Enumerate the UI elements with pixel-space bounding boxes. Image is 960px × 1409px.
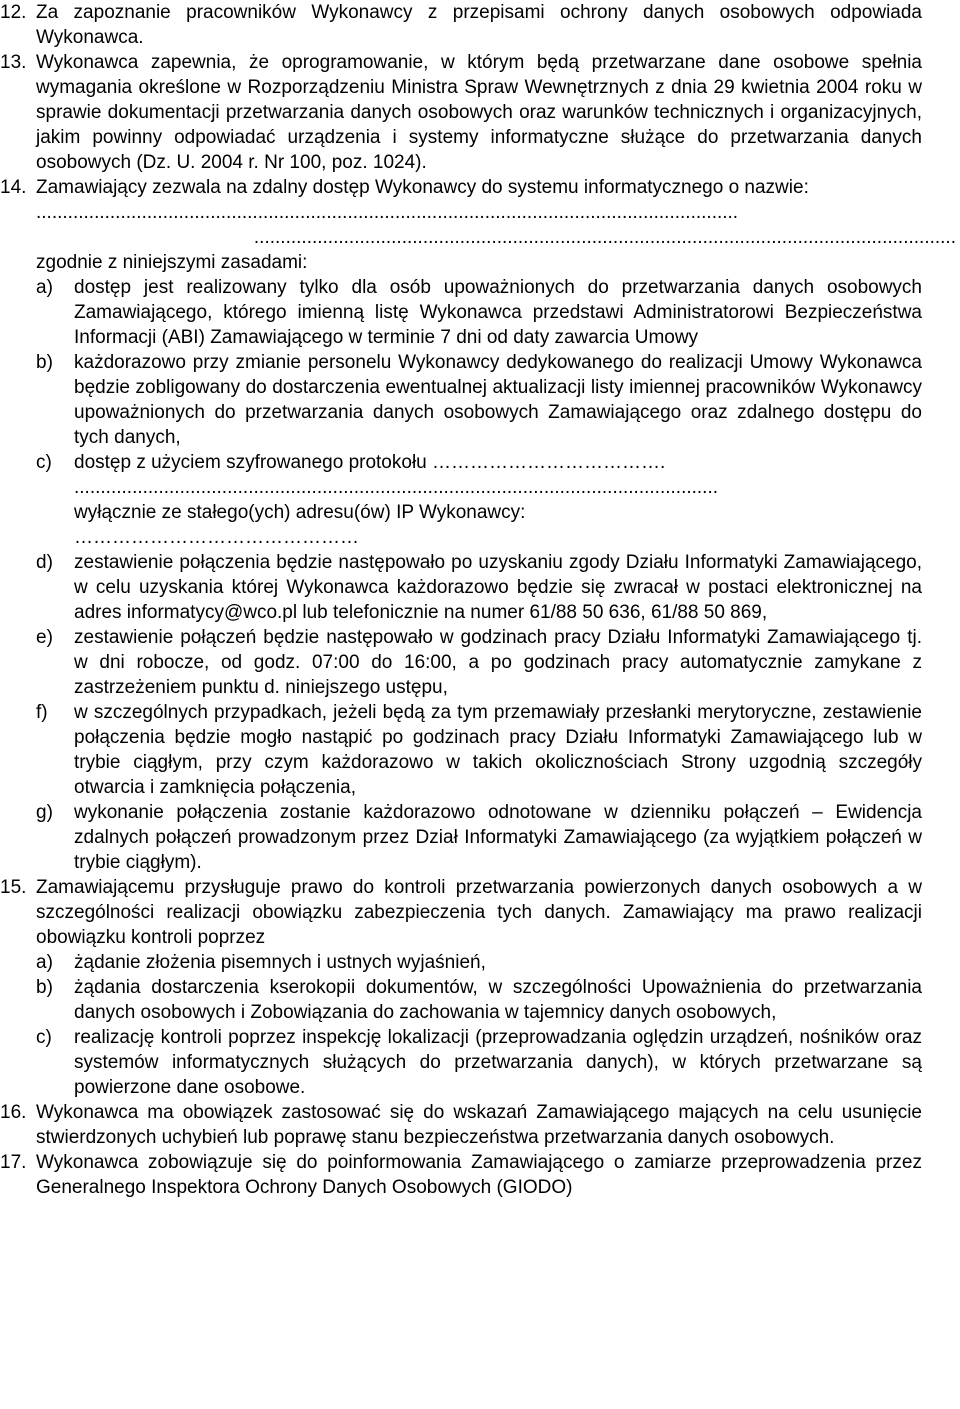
list-text: każdorazowo przy zmianie personelu Wykonawcy dedykowanego do realizacji Umowy Wykonawca będzie zobligowany do dostarczenia ewentualnej aktualizacji listy imiennej pracowników Wykonawcy upoważnionych do przetwarzania danych osobowych Zamawiającego oraz zdalnego dostępu do tych danych, [74,352,922,448]
paragraph-text: Za zapoznanie pracowników Wykonawcy z przepisami ochrony danych osobowych odpowiada Wykonawca. [36,2,922,48]
paragraph-text: Zamawiającemu przysługuje prawo do kontroli przetwarzania powierzonych danych osobowych a w szczególności realizacji obowiązku zabezpieczenia tych danych. Zamawiający ma prawo realizacji obowiązku kontroli poprzez [36,877,922,948]
list-label: b) [36,352,53,373]
list-label: b) [36,977,53,998]
list-label: f) [36,702,48,723]
paragraph-13 [0,50,960,175]
list-label: a) [36,952,53,973]
list-item-g [36,800,922,875]
list-text: zestawienie połączenia będzie następowało po uzyskaniu zgody Działu Informatyki Zamawiającego, w celu uzyskania której Wykonawca każdorazowo będzie się zwracał w postaci elektronicznej na adres informatycy@wco.pl lub telefonicznie na numer 61/88 50 636, 61/88 50 869, [74,552,922,623]
list-item-b [36,350,922,450]
list-item-a [36,950,922,975]
fill-in-line: .......................................................................................................................... [74,477,719,498]
list-text: żądania dostarczenia kserokopii dokumentów, w szczególności Upoważnienia do przetwarzania danych osobowych i Zobowiązania do zachowania w tajemnicy danych osobowych, [74,977,922,1023]
list-item-e [36,625,922,700]
list-14 [0,275,960,475]
list-label: e) [36,627,53,648]
paragraph-number: 15. [0,877,27,898]
paragraph-text: Wykonawca zobowiązuje się do poinformowania Zamawiającego o zamiarze przeprowadzenia przez Generalnego Inspektora Ochrony Danych Osobowych (GIODO) [36,1152,922,1198]
list-14-cont [0,550,960,875]
list-text: zestawienie połączeń będzie następowało w godzinach pracy Działu Informatyki Zamawiającego tj. w dni robocze, od godz. 07:00 do 16:00, a po godzinach pracy automatycznie zamykane z zastrzeżeniem punktu d. niniejszego ustępu, [74,627,922,698]
list-text: dostęp jest realizowany tylko dla osób upoważnionych do przetwarzania danych osobowych Zamawiającego, którego imienną listę Wykonawca przedstawi Administratorowi Bezpieczeństwa Informacji (ABI) Zamawiającego w terminie 7 dni od daty zawarcia Umowy [74,277,922,348]
fill-in-line: ……………………………………… [74,527,359,548]
list-item-a [36,275,922,350]
list-item-c [36,1025,922,1100]
paragraph-number: 16. [0,1102,27,1123]
paragraph-number: 12. [0,2,27,23]
list-text: żądanie złożenia pisemnych i ustnych wyjaśnień, [74,952,486,973]
paragraph-12 [0,0,960,50]
paragraph-number: 17. [0,1152,27,1173]
paragraph-number: 14. [0,177,27,198]
list-15 [0,950,960,1100]
list-label: a) [36,277,53,298]
paragraph-text: Wykonawca zapewnia, że oprogramowanie, w którym będą przetwarzane dane osobowe spełnia wymagania określone w Rozporządzeniu Ministra Spraw Wewnętrznych z dnia 29 kwietnia 2004 roku w sprawie dokumentacji przetwarzania danych osobowych oraz warunków technicznych i organizacyjnych, jakim powinny odpowiadać urządzenia i systemy informatyczne służące do przetwarzania danych osobowych (Dz. U. 2004 r. Nr 100, poz. 1024). [36,52,922,173]
list-item-f [36,700,922,800]
list-text: realizację kontroli poprzez inspekcję lokalizacji (przeprowadzania oględzin urządzeń, nośników oraz systemów informatycznych służących do przetwarzania danych), w których przetwarzane są powierzone dane osobowe. [74,1027,922,1098]
ip-label: wyłącznie ze stałego(ych) adresu(ów) IP Wykonawcy: [74,502,526,523]
list-label: c) [36,1027,52,1048]
list-text: wykonanie połączenia zostanie każdorazowo odnotowane w dzienniku połączeń – Ewidencja zdalnych połączeń prowadzonym przez Dział Informatyki Zamawiającego (za wyjątkiem połączeń w trybie ciągłym). [74,802,922,873]
list-label: c) [36,452,52,473]
paragraph-17 [0,1150,960,1200]
list-item-d [36,550,922,625]
list-item-b [36,975,922,1025]
fill-in-line: ..................................................................................................................................... [36,202,739,223]
list-label: g) [36,802,53,823]
paragraph-16 [0,1100,960,1150]
list-label: d) [36,552,53,573]
list-text: w szczególnych przypadkach, jeżeli będą za tym przemawiały przesłanki merytoryczne, zestawienie połączenia będzie mogło nastąpić po godzinach pracy Działu Informatyki Zamawiającego lub w trybie ciągłym, przy czym każdorazowo w takich okolicznościach Strony uzgodnią szczegóły otwarcia i zamknięcia połączenia, [74,702,922,798]
list-item-c [36,450,922,475]
paragraph-text: Zamawiający zezwala na zdalny dostęp Wykonawcy do systemu informatycznego o nazwie: [36,177,809,198]
paragraph-number: 13. [0,52,27,73]
paragraph-text: Wykonawca ma obowiązek zastosować się do wskazań Zamawiającego mających na celu usunięcie stwierdzonych uchybień lub poprawę stanu bezpieczeństwa przetwarzania danych osobowych. [36,1102,922,1148]
paragraph-14 [0,175,960,200]
list-text: dostęp z użyciem szyfrowanego protokołu ………………………………. [74,452,666,473]
intro-text: zgodnie z niniejszymi zasadami: [36,252,308,273]
fill-in-line: ..................................................................................................................................... [253,227,956,248]
paragraph-15 [0,875,960,950]
